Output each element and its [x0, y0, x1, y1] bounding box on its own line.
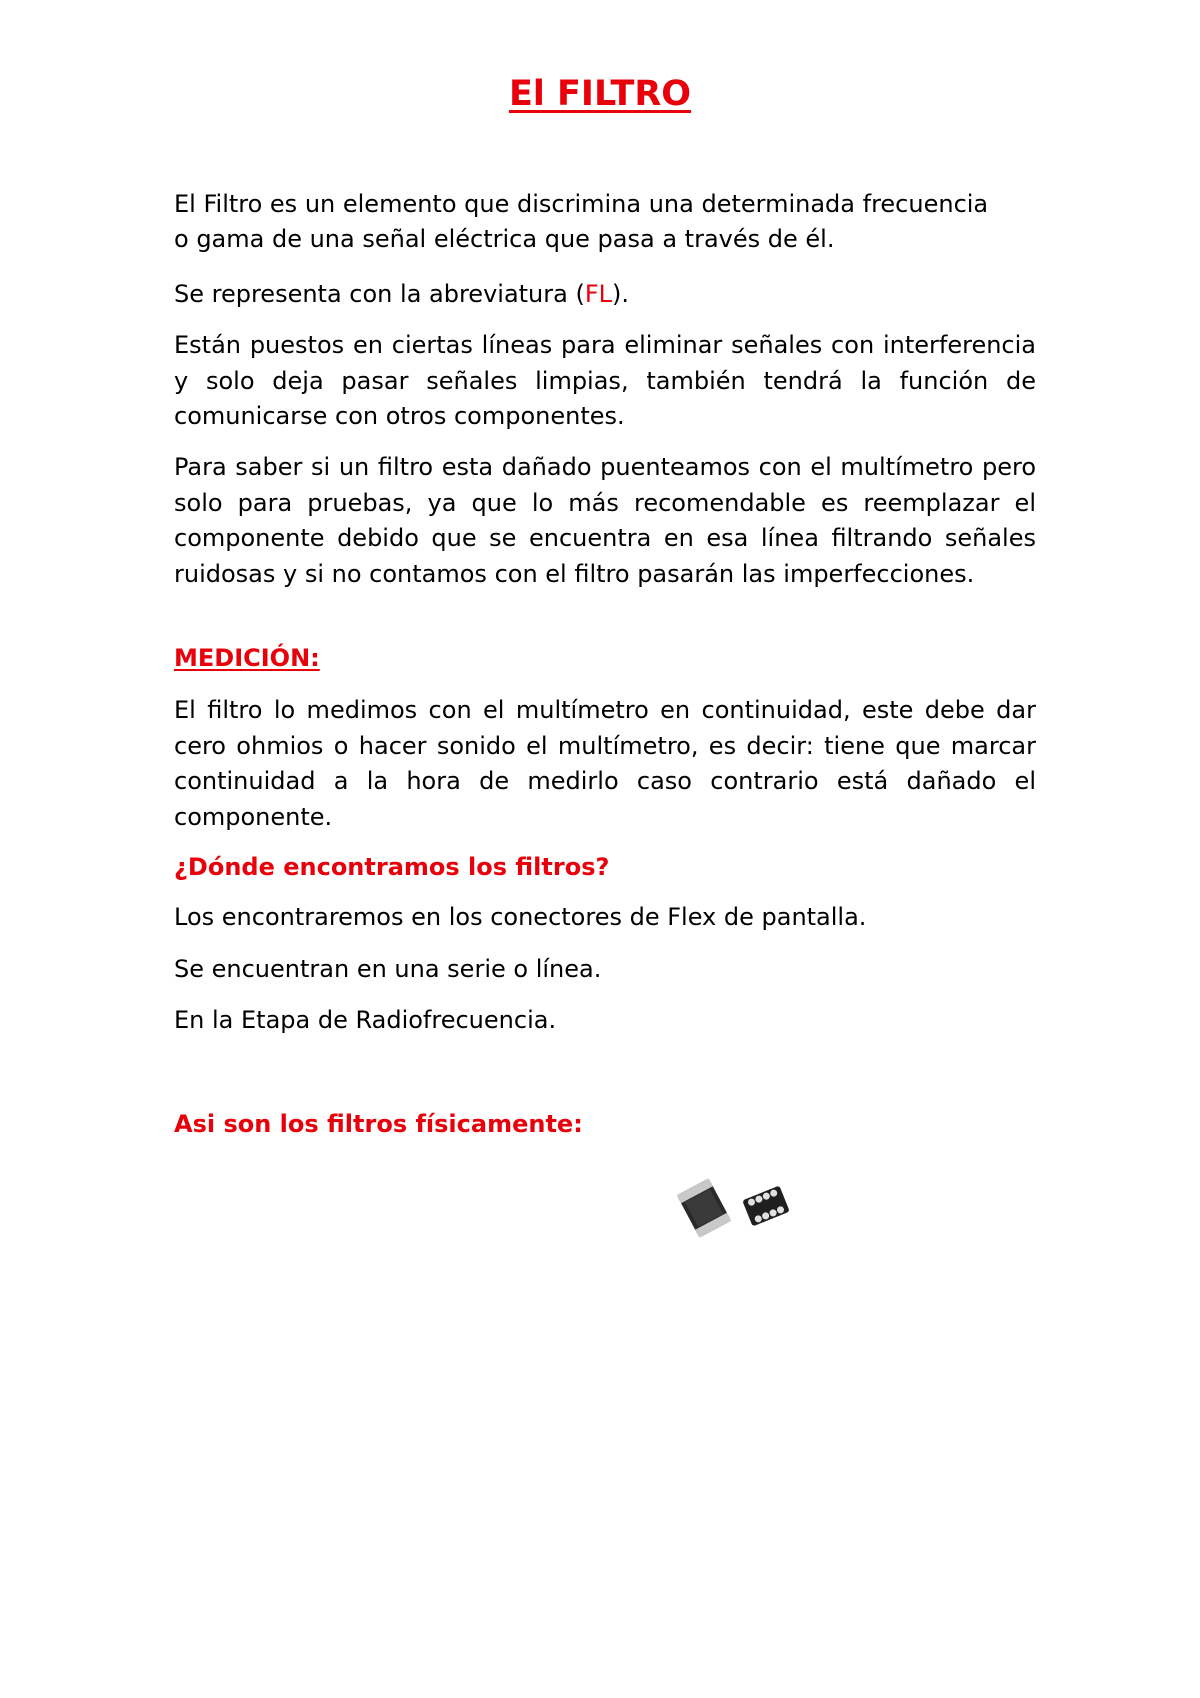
intro-line-2: o gama de una señal eléctrica que pasa a través de él. [174, 225, 835, 253]
filter-components-image [676, 1168, 800, 1248]
location-item: Se encuentran en una serie o línea. [174, 955, 602, 983]
test-paragraph: Para saber si un filtro esta dañado puenteamos con el multímetro pero solo para pruebas, ya que lo más recomendable es reemplazar el componente debido que se encuentra en esa línea filtrando señales ruidosas y si no contamos con el filtro pasarán las imperfecciones. [174, 453, 1036, 588]
array-filter-component [742, 1186, 790, 1227]
location-item: En la Etapa de Radiofrecuencia. [174, 1006, 557, 1034]
abbreviation-code: FL [584, 280, 613, 308]
location-item: Los encontraremos en los conectores de Flex de pantalla. [174, 903, 867, 931]
smd-filter-component [677, 1178, 731, 1237]
abbreviation-prefix: Se representa con la abreviatura ( [174, 280, 585, 308]
physical-heading: Asi son los filtros físicamente: [174, 1110, 583, 1138]
page-title: El FILTRO [508, 74, 692, 114]
locations-heading: ¿Dónde encontramos los filtros? [174, 853, 610, 881]
abbreviation-line [174, 277, 629, 313]
measurement-paragraph: El filtro lo medimos con el multímetro en continuidad, este debe dar cero ohmios o hacer sonido el multímetro, es decir: tiene que marcar continuidad a la hora de medirlo caso contrario está dañado el componente. [174, 696, 1036, 831]
abbreviation-suffix: ). [612, 280, 630, 308]
placement-paragraph: Están puestos en ciertas líneas para eliminar señales con interferencia y solo deja pasar señales limpias, también tendrá la función de comunicarse con otros componentes. [174, 331, 1036, 430]
intro-line-1: El Filtro es un elemento que discrimina una determinada frecuencia [174, 190, 989, 218]
measurement-heading: MEDICIÓN: [174, 644, 320, 672]
